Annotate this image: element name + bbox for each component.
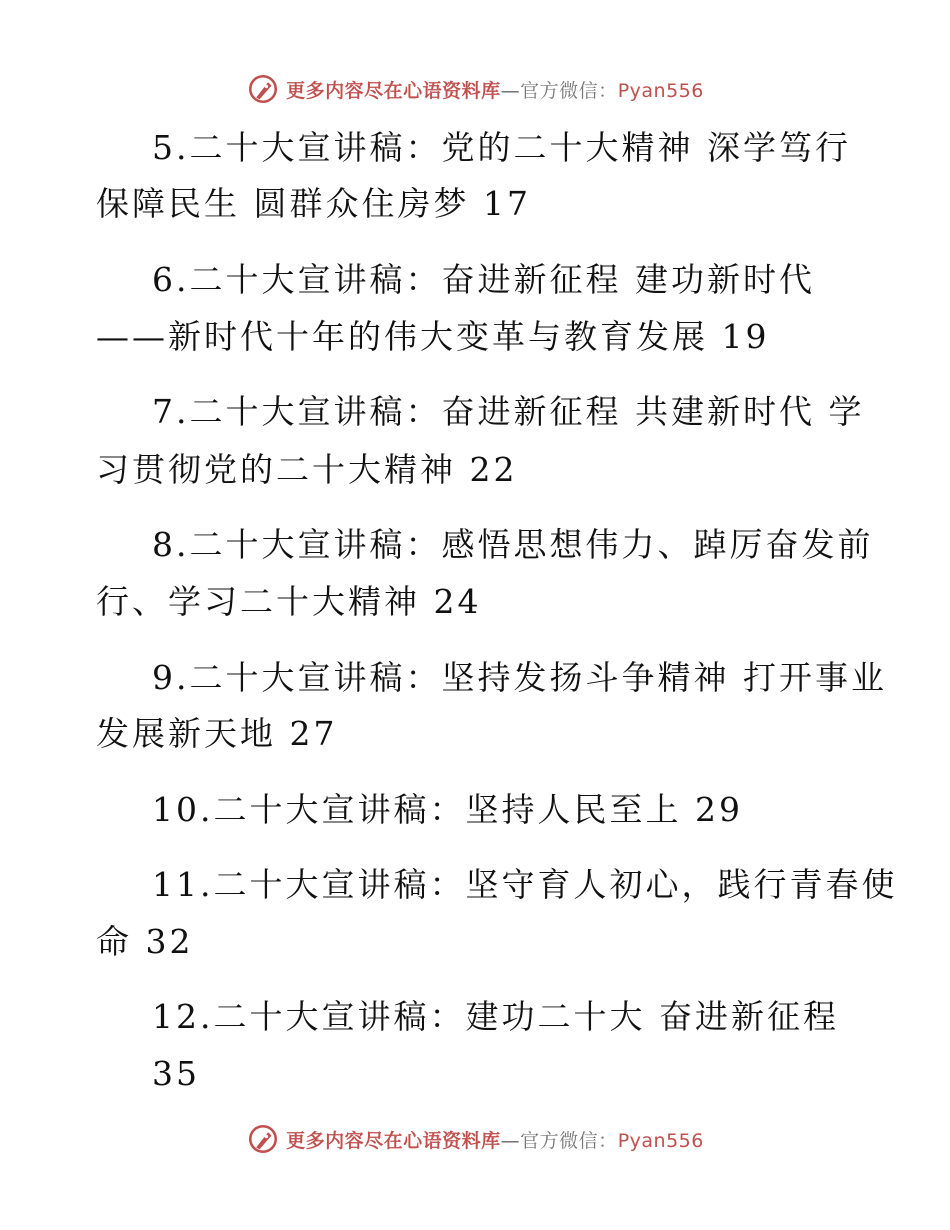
watermark-brand: 更多内容尽在心语资料库 [286,1129,501,1152]
watermark-text [286,1126,704,1153]
watermark-separator: — [500,1129,521,1152]
toc-entry-11-line1: 11.二十大宣讲稿：坚守育人初心，践行青春使 [152,865,898,904]
watermark-wechat-label: 官方微信： [520,1129,618,1152]
toc-entry-9-line2: 发展新天地 27 [96,714,338,753]
toc-entry-11-line2: 命 32 [96,922,194,961]
toc-entry-6-line1: 6.二十大宣讲稿：奋进新征程 建功新时代 [152,260,815,299]
header-watermark [0,72,950,106]
watermark-wechat-id: Pyan556 [617,1129,704,1152]
watermark-separator: — [500,79,521,102]
footer-watermark [0,1122,950,1156]
toc-entry-8-line2: 行、学习二十大精神 24 [96,582,482,621]
toc-entry-6-line2: ——新时代十年的伟大变革与教育发展 19 [96,317,770,356]
pen-nib-logo-icon [246,1122,280,1156]
toc-entry-5-line2: 保障民生 圆群众住房梦 17 [96,184,531,223]
toc-entry-8-line1: 8.二十大宣讲稿：感悟思想伟力、踔厉奋发前 [152,525,874,564]
toc-entry-9-line1: 9.二十大宣讲稿：坚持发扬斗争精神 打开事业 [152,658,887,697]
toc-entry-7-line1: 7.二十大宣讲稿：奋进新征程 共建新时代 学 [152,392,865,431]
pen-nib-logo-icon [246,72,280,106]
watermark-brand: 更多内容尽在心语资料库 [286,79,501,102]
toc-entry-10-line1: 10.二十大宣讲稿：坚持人民至上 29 [152,790,743,829]
watermark-text [286,76,704,103]
toc-entry-12-line2: 35 [152,1054,200,1093]
toc-entry-7-line2: 习贯彻党的二十大精神 22 [96,450,518,489]
watermark-wechat-label: 官方微信： [520,79,618,102]
watermark-wechat-id: Pyan556 [617,79,704,102]
toc-entry-5-line1: 5.二十大宣讲稿：党的二十大精神 深学笃行 [152,128,851,167]
toc-entry-12-line1: 12.二十大宣讲稿：建功二十大 奋进新征程 [152,997,839,1036]
